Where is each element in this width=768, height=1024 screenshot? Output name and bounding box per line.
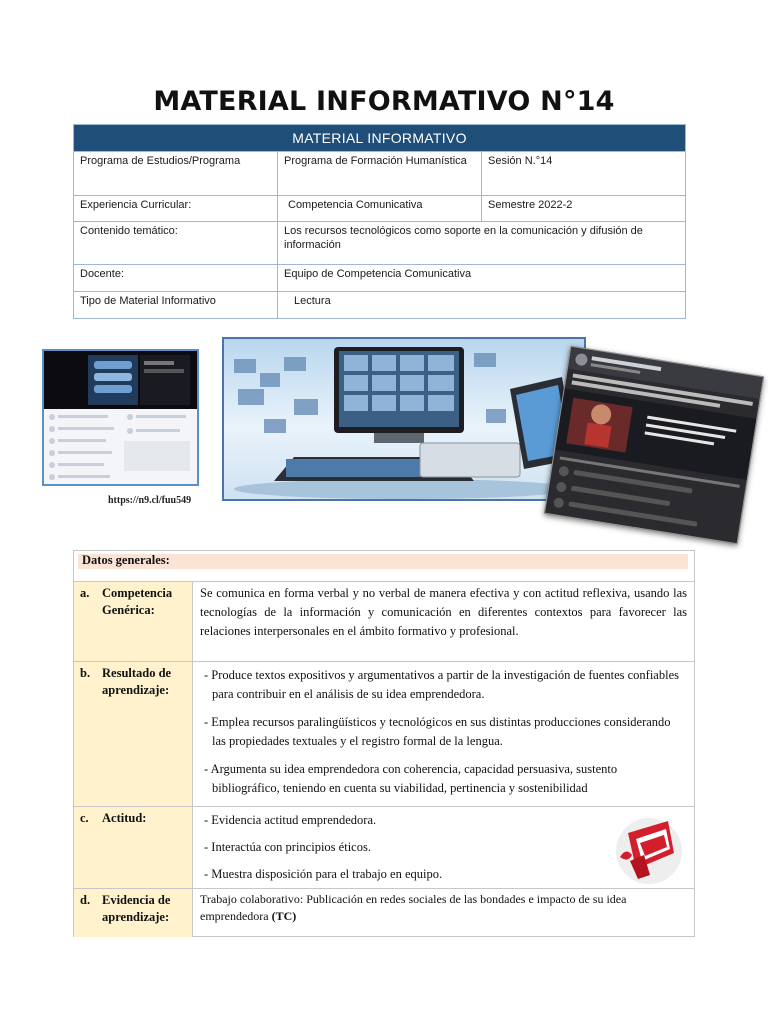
- info-value: Lectura: [294, 295, 331, 307]
- row-resultado: [74, 662, 694, 807]
- row-key: [74, 889, 193, 937]
- social-feed-screenshot-image: [42, 349, 199, 486]
- technology-devices-image: [222, 337, 586, 501]
- row-key-label: Competencia Genérica:: [102, 586, 173, 617]
- university-logo-icon: [610, 813, 688, 885]
- row-key-label: Actitud:: [102, 811, 147, 825]
- datos-generales-heading: Datos generales:: [82, 553, 170, 567]
- info-value: Equipo de Competencia Comunicativa: [284, 268, 472, 280]
- row-letter: d.: [80, 893, 91, 907]
- row-evidencia: [74, 889, 694, 937]
- result-bullet: - Emplea recursos paralingüísticos y tecnológicos en sus distintas producciones considerando las propiedades textuales y el registro formal de la lengua.: [204, 715, 671, 748]
- row-letter: c.: [80, 811, 89, 825]
- evidence-text: Trabajo colaborativo: Publicación en redes sociales de las bondades e impacto de su idea emprendedora: [200, 892, 627, 923]
- info-value: Programa de Formación Humanística: [278, 152, 482, 195]
- info-label: Docente:: [74, 265, 278, 291]
- evidence-code: (TC): [271, 909, 297, 923]
- row-key: [74, 582, 193, 661]
- info-value: Los recursos tecnológicos como soporte en la comunicación y difusión de información: [284, 225, 643, 251]
- datos-generales-table: [73, 550, 695, 937]
- info-label: Tipo de Material Informativo: [74, 292, 278, 318]
- attitude-bullet: - Muestra disposición para el trabajo en equipo.: [204, 867, 443, 881]
- info-row-experiencia: [74, 195, 685, 221]
- info-label: Experiencia Curricular:: [74, 196, 278, 221]
- document-title: MATERIAL INFORMATIVO N°14: [153, 86, 615, 117]
- row-letter: a.: [80, 586, 90, 600]
- attitude-bullet: - Interactúa con principios éticos.: [204, 840, 371, 854]
- row-key-label: Resultado de aprendizaje:: [102, 666, 172, 697]
- row-value: Se comunica en forma verbal y no verbal de manera efectiva y con actitud reflexiva, usando las tecnologías de la información y comunicación en diferentes contextos para favorecer las relaciones interpersonales en el ámbito formativo y profesional.: [200, 586, 687, 638]
- datos-generales-heading-row: [74, 551, 694, 582]
- attitude-bullet: - Evidencia actitud emprendedora.: [204, 813, 377, 827]
- info-extra: Sesión N.°14: [488, 155, 553, 167]
- row-key: [74, 662, 193, 806]
- row-competencia: [74, 582, 694, 662]
- info-row-contenido: [74, 221, 685, 264]
- info-value: Competencia Comunicativa: [278, 196, 482, 221]
- info-row-programa: [74, 151, 685, 195]
- info-table: [73, 124, 686, 319]
- row-value: [193, 889, 694, 937]
- social-post-screenshot-image: [544, 346, 764, 545]
- info-row-tipo: [74, 291, 685, 318]
- result-bullet: - Produce textos expositivos y argumentativos a partir de la investigación de fuentes confiables para contribuir en el análisis de su idea emprendedora.: [204, 668, 679, 701]
- row-actitud: [74, 807, 694, 889]
- info-label: Programa de Estudios/Programa: [74, 152, 278, 195]
- result-bullet: - Argumenta su idea emprendedora con coherencia, capacidad persuasiva, sustento bibliográfico, teniendo en cuenta su viabilidad, pertinencia y sostenibilidad: [204, 762, 618, 795]
- row-key: [74, 807, 193, 888]
- info-table-header: MATERIAL INFORMATIVO: [74, 125, 685, 151]
- row-letter: b.: [80, 666, 91, 680]
- info-label: Contenido temático:: [74, 222, 278, 264]
- row-value: [193, 807, 694, 888]
- row-value: [193, 662, 694, 806]
- info-row-docente: [74, 264, 685, 291]
- row-key-label: Evidencia de aprendizaje:: [102, 893, 171, 924]
- image-source-caption: https://n9.cl/fuu549: [108, 495, 192, 506]
- info-extra: Semestre 2022-2: [488, 199, 573, 211]
